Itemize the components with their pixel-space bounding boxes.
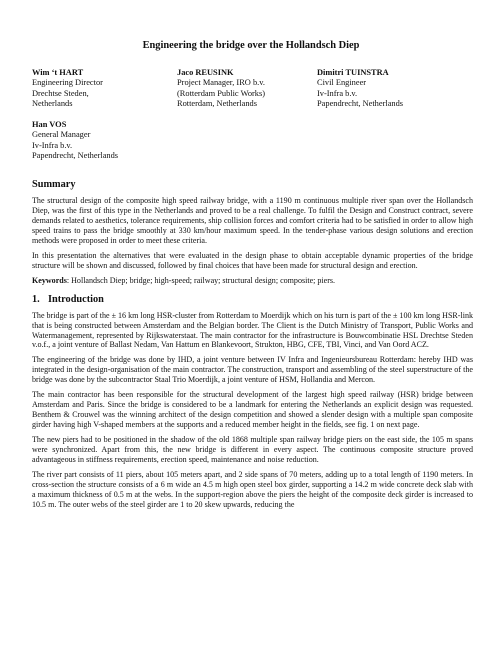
- summary-heading: Summary: [32, 179, 76, 190]
- keywords-label: Keywords: [32, 275, 67, 285]
- author-affiliation-line: Rotterdam, Netherlands: [177, 98, 258, 108]
- author-affiliation-line: Iv-Infra b.v.: [317, 88, 358, 98]
- author-affiliation-line: Drechtse Steden,: [32, 88, 89, 98]
- author-affiliation-line: Netherlands: [32, 98, 73, 108]
- author-affiliation-line: Papendrecht, Netherlands: [317, 98, 404, 108]
- paper-title: Engineering the bridge over the Hollandsch Diep: [142, 40, 360, 51]
- author-4: [32, 120, 118, 161]
- author-name: Dimitri TUINSTRA: [317, 68, 389, 77]
- section-title: Introduction: [48, 293, 104, 305]
- author-affiliation-line: Project Manager, IRO b.v.: [177, 78, 265, 88]
- author-affiliation-line: Civil Engineer: [317, 78, 367, 88]
- summary-paragraph: The structural design of the composite high speed railway bridge, with a 1190 m continuous multiple river span over the Hollandsch Diep, was the first of this type in the Netherlands and proved to be a real challenge. To fulfil the Design and Construct contract, severe demands related to aesthetics, tolerance requirements, ship collision forces and comfort criteria had to be satisfied in order to allow high speed trains to pass the bridge smoothly at 330 km/hour maximum speed. In the tender-phase various design solutions and erection methods were proposed in order to meet these criteria.: [32, 196, 473, 245]
- section-number: 1.: [32, 293, 40, 305]
- author-affiliation-line: General Manager: [32, 130, 91, 140]
- author-affiliation-line: Engineering Director: [32, 78, 103, 88]
- author-3: [317, 68, 403, 109]
- keywords-line: [32, 276, 473, 286]
- author-name: Han VOS: [32, 120, 67, 129]
- author-name: Jaco REUSINK: [177, 68, 234, 77]
- author-1: [32, 68, 103, 109]
- intro-paragraph: The main contractor has been responsible for the structural development of the largest high speed railway (HSR) bridge between Amsterdam and Paris. Since the bridge is considered to be a landmark for entering the Netherlands an explicit design was requested. Benthem & Crouwel was the winning architect of the design competition and showed a slender design with a multiple span composite girder having high V-shaped members at the supports and a reduced member height in the fields, see fig. 1 on next page.: [32, 390, 473, 430]
- author-affiliation-line: (Rotterdam Public Works): [177, 88, 266, 98]
- intro-paragraph: The engineering of the bridge was done by IHD, a joint venture between IV Infra and Ingenieursbureau Rotterdam: hereby IHD was integrated in the design-organisation of the main contractor. The construction, transport and assembling of the steel superstructure of the bridge was done by the subcontractor Staal Trio Moerdijk, a joint venture of HSM, Hollandia and Mercon.: [32, 355, 473, 385]
- intro-paragraph: The river part consists of 11 piers, about 105 meters apart, and 2 side spans of 70 meters, adding up to a total length of 1190 meters. In cross-section the structure consists of a 6 m wide an 4.5 m high open steel box girder, supporting a 14.2 m wide concrete deck slab with a maximum thickness of 0.5 m at the webs. In the support-region above the piers the height of the composite deck girder is increased to 10.5 m. The outer webs of the steel girder are 1 to 20 skew upwards, reducing the: [32, 469, 473, 509]
- section-heading-introduction: [32, 294, 473, 306]
- intro-paragraph: The new piers had to be positioned in the shadow of the old 1868 multiple span railway bridge piers on the east side, the 105 m spans were synchronized. Apart from this, the new bridge is different in every aspect. The continuous composite structure proved advantageous in stiffness requirements, erection speed, maintenance and noise reduction.: [32, 435, 473, 465]
- author-2: [177, 68, 265, 109]
- intro-paragraph: The bridge is part of the ± 16 km long HSR-cluster from Rotterdam to Moerdijk which on his turn is part of the ± 100 km long HSR-link that is being constructed between Amsterdam and the Belgian border. The Client is the Dutch Ministry of Transport, Public Works and Watermanagement, represented by Rijkswaterstaat. The main contractor for the infrastructure is Bouwcombinatie HSL Drechtse Steden v.o.f., a joint venture of Ballast Nedam, Van Hattum en Blankevoort, Strukton, HBG, CFE, TBI, Vinci, and Van Oord ACZ.: [32, 310, 473, 350]
- author-name: Wim ‘t HART: [32, 68, 84, 77]
- author-affiliation-line: Papendrecht, Netherlands: [32, 150, 119, 160]
- summary-paragraph: In this presentation the alternatives that were evaluated in the design phase to obtain acceptable dynamic properties of the bridge structure will be shown and discussed, followed by final choices that have been made for structural design and erection.: [32, 250, 473, 270]
- paper-body: [32, 179, 473, 515]
- keywords-text: : Hollandsch Diep; bridge; high-speed; railway; structural design; composite; piers.: [66, 275, 336, 285]
- author-affiliation-line: Iv-Infra b.v.: [32, 140, 73, 150]
